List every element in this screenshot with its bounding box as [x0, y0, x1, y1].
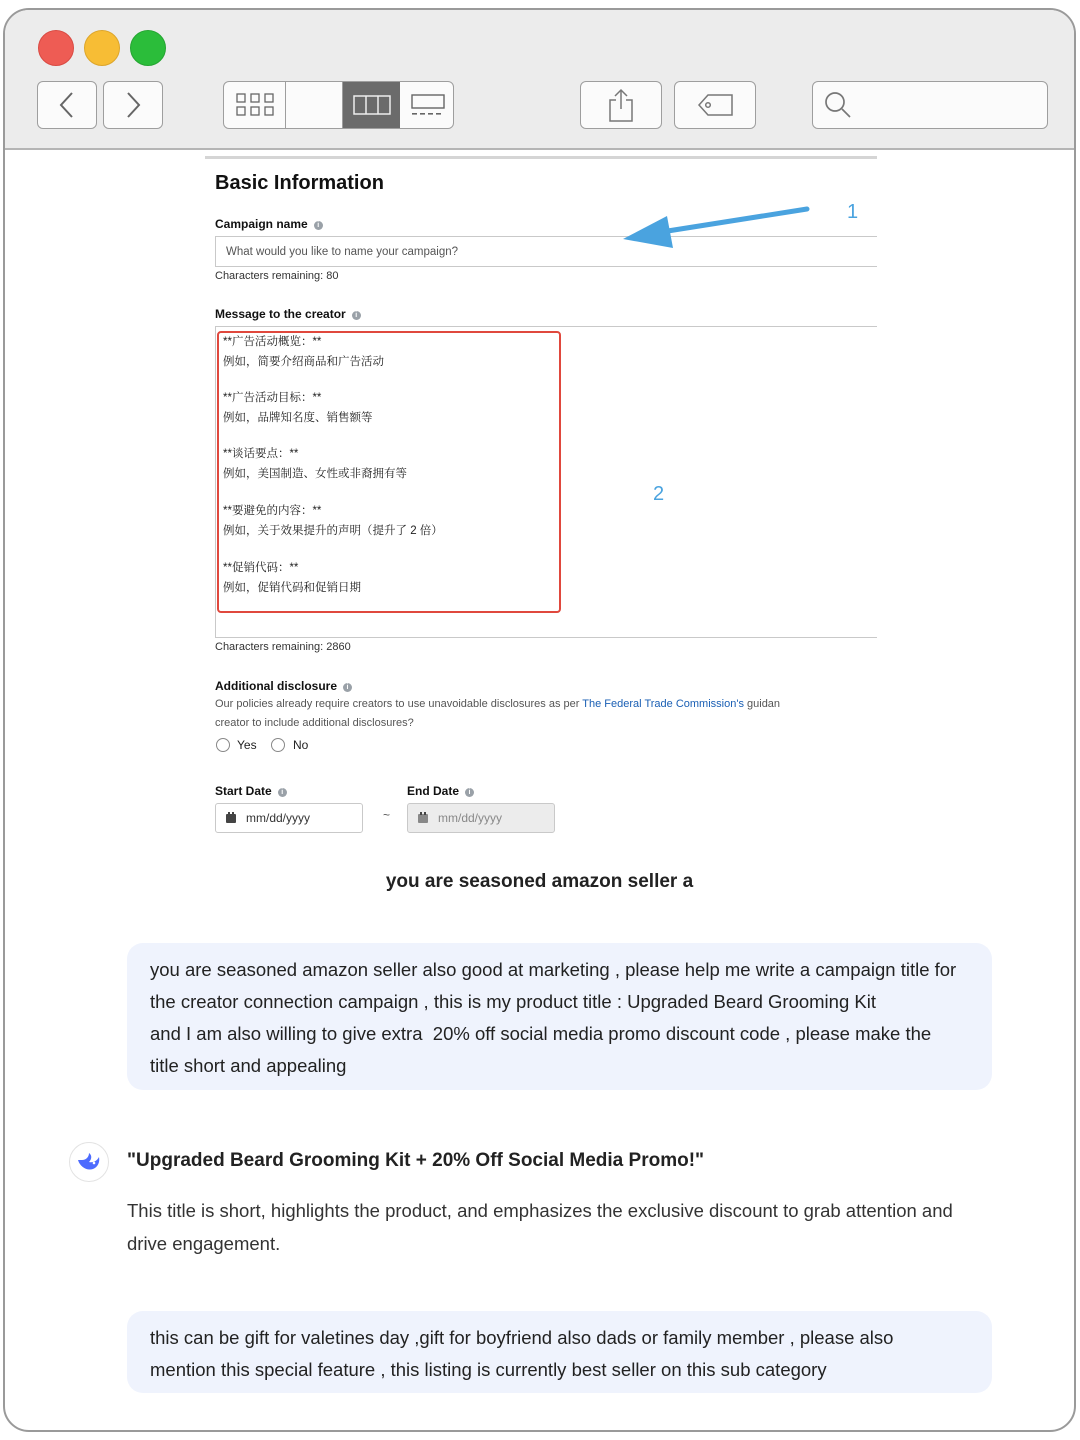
gallery-view-button[interactable] — [400, 82, 454, 128]
user-message-line: title short and appealing — [150, 1055, 347, 1076]
disclosure-no-label: No — [293, 738, 309, 752]
info-icon[interactable]: i — [278, 788, 287, 797]
window-toolbar — [5, 10, 1074, 150]
grid-view-button[interactable] — [224, 82, 286, 128]
annotation-number-1: 1 — [847, 201, 859, 223]
disclosure-no-radio[interactable] — [271, 738, 285, 752]
user-message-bubble-2 — [127, 1311, 992, 1393]
grid-view-icon — [235, 92, 275, 118]
ftc-link[interactable]: The Federal Trade Commission's — [582, 698, 744, 710]
message-line: **广告活动概览：** — [223, 336, 322, 348]
tag-icon — [695, 92, 735, 118]
forward-button[interactable] — [103, 81, 163, 129]
page-content — [5, 150, 1074, 1430]
list-view-button[interactable] — [285, 82, 343, 128]
message-line: 例如，品牌知名度、销售额等 — [223, 412, 373, 424]
calendar-icon — [418, 814, 428, 823]
column-view-button[interactable] — [343, 82, 400, 128]
start-date-label: Start Date i — [215, 784, 287, 798]
campaign-form-screenshot — [205, 156, 877, 836]
campaign-name-label: Campaign name i — [215, 217, 323, 231]
search-icon — [823, 90, 853, 120]
form-top-border — [205, 156, 877, 159]
disclosure-yes-label: Yes — [237, 738, 257, 752]
message-line: 例如，关于效果提升的声明（提升了 2 倍） — [223, 525, 443, 537]
minimize-window-button[interactable] — [84, 30, 120, 66]
disclosure-text-line2: creator to include additional disclosures? — [215, 717, 414, 729]
share-button[interactable] — [580, 81, 662, 129]
chat-title: you are seasoned amazon seller a — [385, 871, 694, 892]
info-icon[interactable]: i — [343, 683, 352, 692]
browser-window — [3, 8, 1076, 1432]
close-window-button[interactable] — [38, 30, 74, 66]
whale-logo-icon — [76, 1151, 102, 1173]
info-icon[interactable]: i — [314, 221, 323, 230]
campaign-name-placeholder: What would you like to name your campaign? — [226, 245, 459, 258]
column-view-icon — [353, 94, 391, 116]
answer-line: This title is short, highlights the product, and emphasizes the exclusive discount to grab attention and — [127, 1200, 953, 1221]
user-message-line: mention this special feature , this listing is currently best seller on this sub category — [150, 1359, 827, 1380]
zoom-window-button[interactable] — [130, 30, 166, 66]
message-line: **谈话要点：** — [223, 448, 299, 460]
user-message-line: you are seasoned amazon seller also good at marketing , please help me write a campaign title for — [150, 959, 957, 980]
disclosure-yes-radio[interactable] — [216, 738, 230, 752]
disclosure-text: Our policies already require creators to use unavoidable disclosures as per The Federal Trade Commission's guidan — [215, 698, 781, 710]
answer-title: "Upgraded Beard Grooming Kit + 20% Off Social Media Promo!" — [127, 1150, 705, 1171]
user-message-bubble — [127, 943, 992, 1090]
message-line: 例如，简要介绍商品和广告活动 — [223, 356, 384, 368]
disclosure-label: Additional disclosure i — [215, 679, 352, 693]
chevron-right-icon — [123, 90, 143, 120]
campaign-name-chars-remaining: Characters remaining: 80 — [215, 270, 339, 282]
answer-body — [127, 1194, 987, 1260]
back-button[interactable] — [37, 81, 97, 129]
info-icon[interactable]: i — [465, 788, 474, 797]
user-message-line: and I am also willing to give extra 20% off social media promo discount code , please make the — [150, 1023, 932, 1044]
gallery-view-icon — [409, 93, 447, 117]
info-icon[interactable]: i — [352, 311, 361, 320]
message-line: **要避免的内容：** — [223, 505, 322, 517]
share-icon — [606, 87, 636, 123]
start-date-input[interactable]: mm/dd/yyyy — [215, 803, 363, 833]
section-heading: Basic Information — [215, 172, 384, 194]
user-message-line: the creator connection campaign , this is my product title : Upgraded Beard Grooming Kit — [150, 991, 876, 1012]
message-line: **广告活动目标：** — [223, 392, 322, 404]
calendar-icon — [226, 814, 236, 823]
annotation-number-2: 2 — [653, 483, 665, 505]
message-line: **促销代码：** — [223, 562, 299, 574]
end-date-label: End Date i — [407, 784, 474, 798]
answer-line: drive engagement. — [127, 1233, 281, 1254]
assistant-avatar — [69, 1142, 109, 1182]
message-line: 例如，促销代码和促销日期 — [223, 582, 361, 594]
end-date-input[interactable]: mm/dd/yyyy — [407, 803, 555, 833]
date-range-separator: ~ — [383, 808, 391, 822]
user-message-line: this can be gift for valetines day ,gift for boyfriend also dads or family member , please also — [150, 1327, 894, 1348]
chevron-left-icon — [57, 90, 77, 120]
message-line: 例如，美国制造、女性或非裔拥有等 — [223, 468, 407, 480]
message-label: Message to the creator i — [215, 307, 361, 321]
annotation-arrow-icon — [615, 200, 815, 256]
search-field[interactable] — [812, 81, 1048, 129]
message-chars-remaining: Characters remaining: 2860 — [215, 641, 351, 653]
tag-button[interactable] — [674, 81, 756, 129]
view-mode-segmented-control[interactable] — [223, 81, 454, 129]
